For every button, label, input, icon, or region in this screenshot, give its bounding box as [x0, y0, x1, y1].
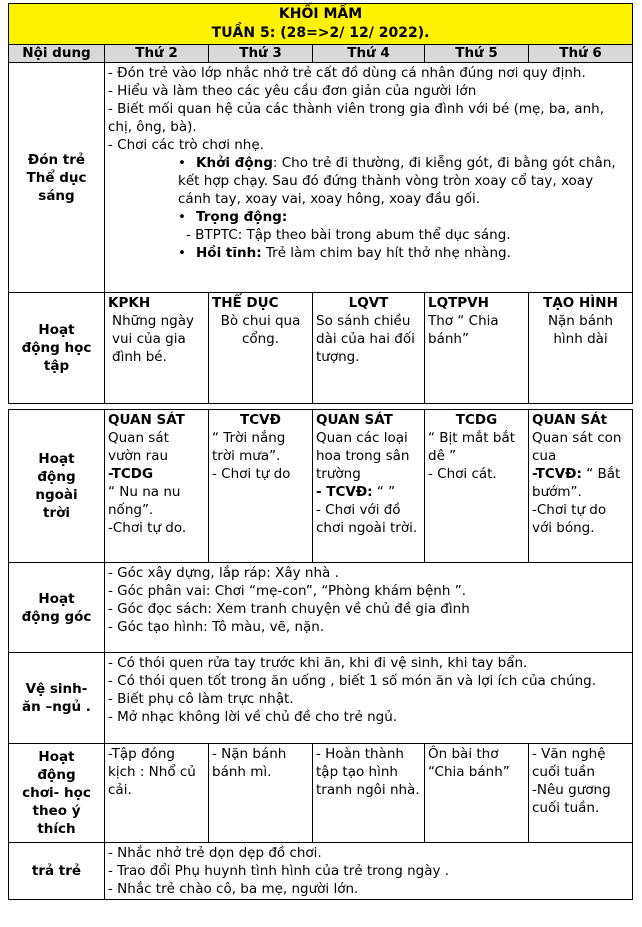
hoc-tap-thu-6 — [529, 293, 633, 404]
bullet-icon: • — [178, 209, 186, 225]
hoc-tap-thu-5 — [425, 293, 529, 404]
label-line: ăn –ngủ . — [22, 699, 91, 715]
text-line: - Hiểu và làm theo các yêu cầu đơn giản của người lớn — [108, 83, 477, 99]
label-line: Vệ sinh- — [25, 681, 88, 697]
activity-subtitle: -TCVĐ: — [532, 466, 582, 482]
row-don-tre — [9, 63, 633, 293]
row-goc — [9, 563, 633, 653]
col-thu-2: Thứ 2 — [105, 45, 209, 63]
activity-text: So sánh chiều dài của hai đối tượng. — [316, 313, 415, 365]
col-thu-6: Thứ 6 — [529, 45, 633, 63]
activity-subtitle: - TCVĐ: — [316, 484, 373, 500]
ngoai-troi-thu-5 — [425, 410, 529, 563]
activity-text: - Chơi tự do — [212, 466, 291, 482]
content-goc — [105, 563, 633, 653]
text-line: - Góc xây dựng, lắp ráp: Xây nhà . — [108, 565, 339, 581]
text-line: - Mở nhạc không lời về chủ đề cho trẻ ngủ. — [108, 709, 398, 725]
text-line: - Có thói quen rửa tay trước khi ăn, khi đi vệ sinh, khi tay bẩn. — [108, 655, 528, 671]
column-header-row — [9, 45, 633, 63]
label-line: theo ý — [32, 803, 81, 819]
label-line: động — [37, 767, 76, 783]
ngoai-troi-thu-2 — [105, 410, 209, 563]
activity-text: Quan các loại hoa trong sân trường — [316, 430, 410, 482]
text-line: - Nhắc nhở trẻ dọn dẹp đồ chơi. — [108, 845, 322, 861]
activity-text: -Chơi tự do với bóng. — [532, 502, 607, 536]
bullet-icon: • — [178, 245, 186, 261]
text-line: - Góc tạo hình: Tô màu, vẽ, nặn. — [108, 619, 325, 635]
activity-text: Những ngày vui của gia đình bé. — [112, 313, 195, 365]
label-line: động học — [21, 340, 92, 356]
row-ve-sinh — [9, 653, 633, 744]
col-thu-4: Thứ 4 — [313, 45, 425, 63]
label-hoc-tap — [9, 293, 105, 404]
activity-title: KPKH — [108, 295, 151, 311]
activity-text: Bò chui qua cổng. — [220, 313, 301, 347]
text-line: - Biết mối quan hệ của các thành viên trong gia đình với bé (mẹ, ba, anh, chị, ông, bà). — [108, 101, 604, 135]
col-thu-5: Thứ 5 — [425, 45, 529, 63]
label-line: Hoạt — [38, 322, 75, 338]
choi-thu-4: - Hoàn thành tập tạo hình tranh ngôi nhà. — [313, 744, 425, 843]
text-line: - Biết phụ cô làm trực nhật. — [108, 691, 294, 707]
activity-text: “ ” — [372, 484, 396, 500]
trong-dong-title: Trọng động: — [196, 209, 288, 225]
content-don-tre — [105, 63, 633, 293]
label-line: chơi- học — [22, 785, 91, 801]
activity-text: - Chơi cát. — [428, 466, 497, 482]
choi-thu-6 — [529, 744, 633, 843]
label-line: động — [37, 469, 76, 485]
text-line: - Trao đổi Phụ huynh tình hình của trẻ trong ngày . — [108, 863, 450, 879]
activity-text: “ Bịt mắt bắt dê ” — [428, 430, 516, 464]
activity-text: “ Bắt bướm”. — [532, 466, 621, 500]
text-line: - Nhắc trẻ chào cô, ba mẹ, người lớn. — [108, 881, 359, 897]
row-hoc-tap — [9, 293, 633, 404]
activity-text: Quan sát con cua — [532, 430, 622, 464]
text-line: - Góc đọc sách: Xem tranh chuyện về chủ đề gia đình — [108, 601, 470, 617]
activity-text: Nặn bánh hình dài — [547, 313, 614, 347]
label-line: Hoạt — [38, 590, 75, 607]
khoi-dong-text: : Cho trẻ đi thường, đi kiễng gót, đi bằng gót chân, kết hợp chạy. Sau đó đứng thành vòng tròn xoay cổ tay, xoay cánh tay, xoay vai, xoay hông, xoay đầu gối. — [178, 155, 616, 207]
activity-text: “ Nu na nu nống”. — [108, 484, 181, 518]
choi-thu-2: -Tập đóng kịch : Nhổ củ cải. — [105, 744, 209, 843]
content-ve-sinh — [105, 653, 633, 744]
label-line: động góc — [21, 608, 92, 625]
row-choi-theo-y-thich — [9, 744, 633, 843]
activity-title: QUAN SÁt — [532, 412, 608, 428]
trong-dong-block — [108, 208, 629, 226]
activity-title: LQVT — [348, 295, 389, 311]
col-thu-3: Thứ 3 — [209, 45, 313, 63]
label-line: Hoạt — [38, 749, 75, 765]
text-line: - Đón trẻ vào lớp nhắc nhở trẻ cất đồ dùng cá nhân đúng nơi quy định. — [108, 65, 586, 81]
label-line: Thể dục — [26, 169, 87, 186]
choi-thu-5: Ôn bài thơ “Chia bánh” — [425, 744, 529, 843]
label-line: trời — [42, 505, 70, 521]
row-tra-tre — [9, 843, 633, 900]
activity-text: -Chơi tự do. — [108, 520, 187, 536]
activity-title: TCVĐ — [240, 412, 281, 428]
activity-text: - Văn nghệ cuối tuần — [532, 746, 606, 780]
hoi-tinh-title: Hồi tĩnh: — [196, 245, 262, 261]
col-noi-dung: Nội dung — [9, 45, 105, 63]
weekly-plan-table — [8, 3, 633, 900]
text-line: - Có thói quen tốt trong ăn uống , biết 1 số món ăn và lợi ích của chúng. — [108, 673, 597, 689]
hoc-tap-thu-4 — [313, 293, 425, 404]
label-choi-theo-y-thich — [9, 744, 105, 843]
khoi-dong-title: Khởi động — [196, 155, 273, 171]
text-line: - Góc phân vai: Chơi “mẹ-con”, “Phòng khám bệnh ”. — [108, 583, 466, 599]
row-ngoai-troi — [9, 410, 633, 563]
plan-header — [9, 4, 633, 45]
label-line: thích — [37, 821, 76, 837]
btptc-line: - BTPTC: Tập theo bài trong abum thể dục sáng. — [186, 227, 511, 243]
activity-title: TCDG — [455, 412, 498, 428]
content-tra-tre — [105, 843, 633, 900]
header-week: TUẦN 5: (28=>2/ 12/ 2022). — [211, 25, 430, 41]
hoc-tap-thu-3 — [209, 293, 313, 404]
text-line: - Chơi các trò chơi nhẹ. — [108, 137, 264, 153]
activity-text: Thơ “ Chia bánh” — [428, 313, 499, 347]
activity-subtitle: -TCDG — [108, 466, 154, 482]
label-tra-tre: trả trẻ — [9, 843, 105, 900]
activity-title: QUAN SÁT — [316, 412, 393, 428]
ngoai-troi-thu-3 — [209, 410, 313, 563]
label-ve-sinh — [9, 653, 105, 744]
activity-title: QUAN SÁT — [108, 412, 185, 428]
activity-title: LQTPVH — [428, 295, 489, 311]
activity-text: - Chơi với đồ chơi ngoài trời. — [316, 502, 418, 536]
hoc-tap-thu-2 — [105, 293, 209, 404]
activity-text: Quan sát vườn rau — [108, 430, 169, 464]
header-row — [9, 4, 633, 45]
header-title: KHỐI MẦM — [278, 6, 363, 22]
hoi-tinh-text: Trẻ làm chim bay hít thở nhẹ nhàng. — [261, 245, 511, 261]
activity-text: “ Trời nắng trời mưa”. — [212, 430, 286, 464]
hoi-tinh-block — [108, 244, 629, 262]
activity-title: THỂ DỤC — [212, 295, 279, 311]
label-line: Đón trẻ — [27, 151, 86, 168]
label-line: tập — [43, 358, 70, 374]
label-ngoai-troi — [9, 410, 105, 563]
label-line: ngoài — [35, 487, 78, 503]
ngoai-troi-thu-4 — [313, 410, 425, 563]
ngoai-troi-thu-6 — [529, 410, 633, 563]
activity-text: -Nêu gương cuối tuần. — [532, 782, 611, 816]
khoi-dong-block — [108, 154, 629, 208]
label-line: Hoạt — [38, 451, 75, 467]
bullet-icon: • — [178, 155, 186, 171]
label-line: sáng — [38, 187, 75, 204]
activity-title: TẠO HÌNH — [543, 295, 618, 311]
label-goc — [9, 563, 105, 653]
label-don-tre — [9, 63, 105, 293]
choi-thu-3: - Nặn bánh bánh mì. — [209, 744, 313, 843]
